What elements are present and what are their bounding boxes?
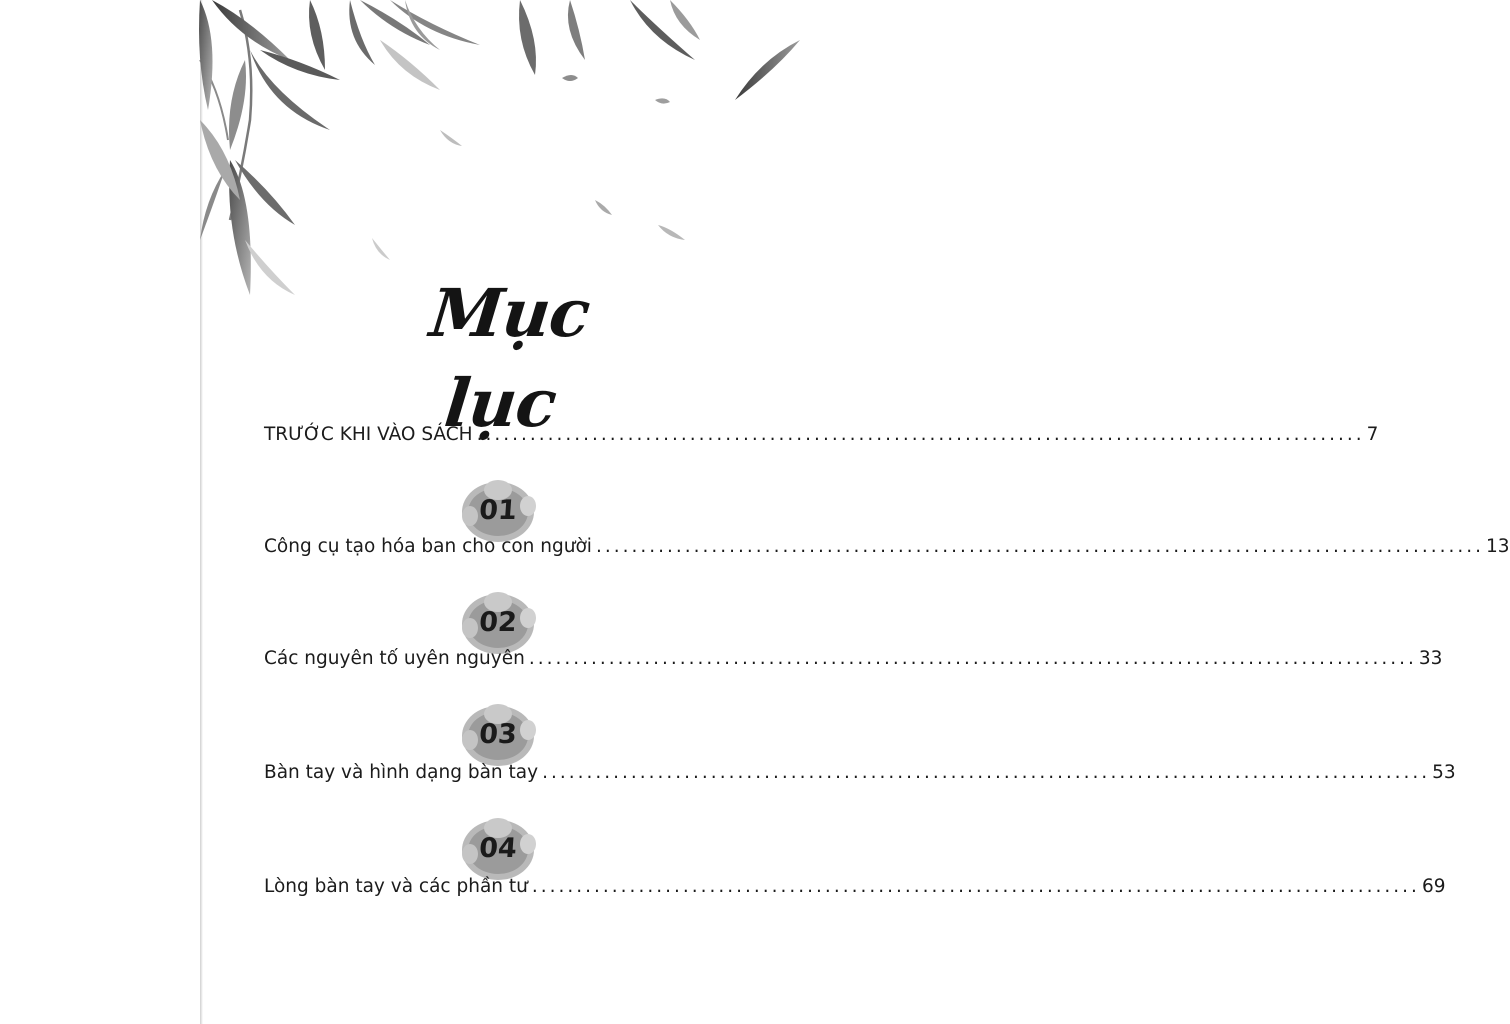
toc-entry-page: 69 [1421, 876, 1446, 897]
toc-leader: .................................................................................................... [595, 536, 1485, 557]
toc-entry[interactable] [264, 876, 1446, 906]
toc-entry[interactable] [264, 648, 1443, 678]
toc-entry[interactable] [264, 424, 1379, 454]
chapter-number: 02 [478, 607, 518, 638]
toc-entry-title: TRƯỚC KHI VÀO SÁCH [264, 424, 473, 445]
toc-entry-title: Công cụ tạo hóa ban cho con người [264, 536, 592, 557]
chapter-badge [458, 700, 538, 770]
toc-entry-title: Các nguyên tố uyên nguyên [264, 648, 525, 669]
toc-entry-page: 53 [1432, 762, 1456, 783]
page-title-text: Mục lục [426, 274, 593, 442]
page-title [360, 268, 650, 442]
chapter-number: 03 [478, 719, 518, 750]
toc-leader: .................................................................................................... [531, 876, 1420, 897]
toc-entry[interactable] [264, 762, 1456, 792]
toc-leader: .................................................................................................... [542, 762, 1431, 783]
toc-leader: .................................................................................................... [476, 424, 1365, 445]
toc-entry[interactable] [264, 536, 1510, 566]
toc-entry-title: Lòng bàn tay và các phần tư [264, 876, 528, 897]
chapter-badge [458, 814, 538, 884]
toc-entry-title: Bàn tay và hình dạng bàn tay [264, 762, 539, 783]
toc-entry-page: 33 [1418, 648, 1443, 669]
toc-leader: .................................................................................................... [528, 648, 1417, 669]
chapter-number: 01 [478, 495, 518, 526]
chapter-number: 04 [478, 833, 518, 864]
toc-entry-page: 7 [1366, 424, 1379, 445]
toc-entry-page: 13 [1486, 536, 1510, 557]
